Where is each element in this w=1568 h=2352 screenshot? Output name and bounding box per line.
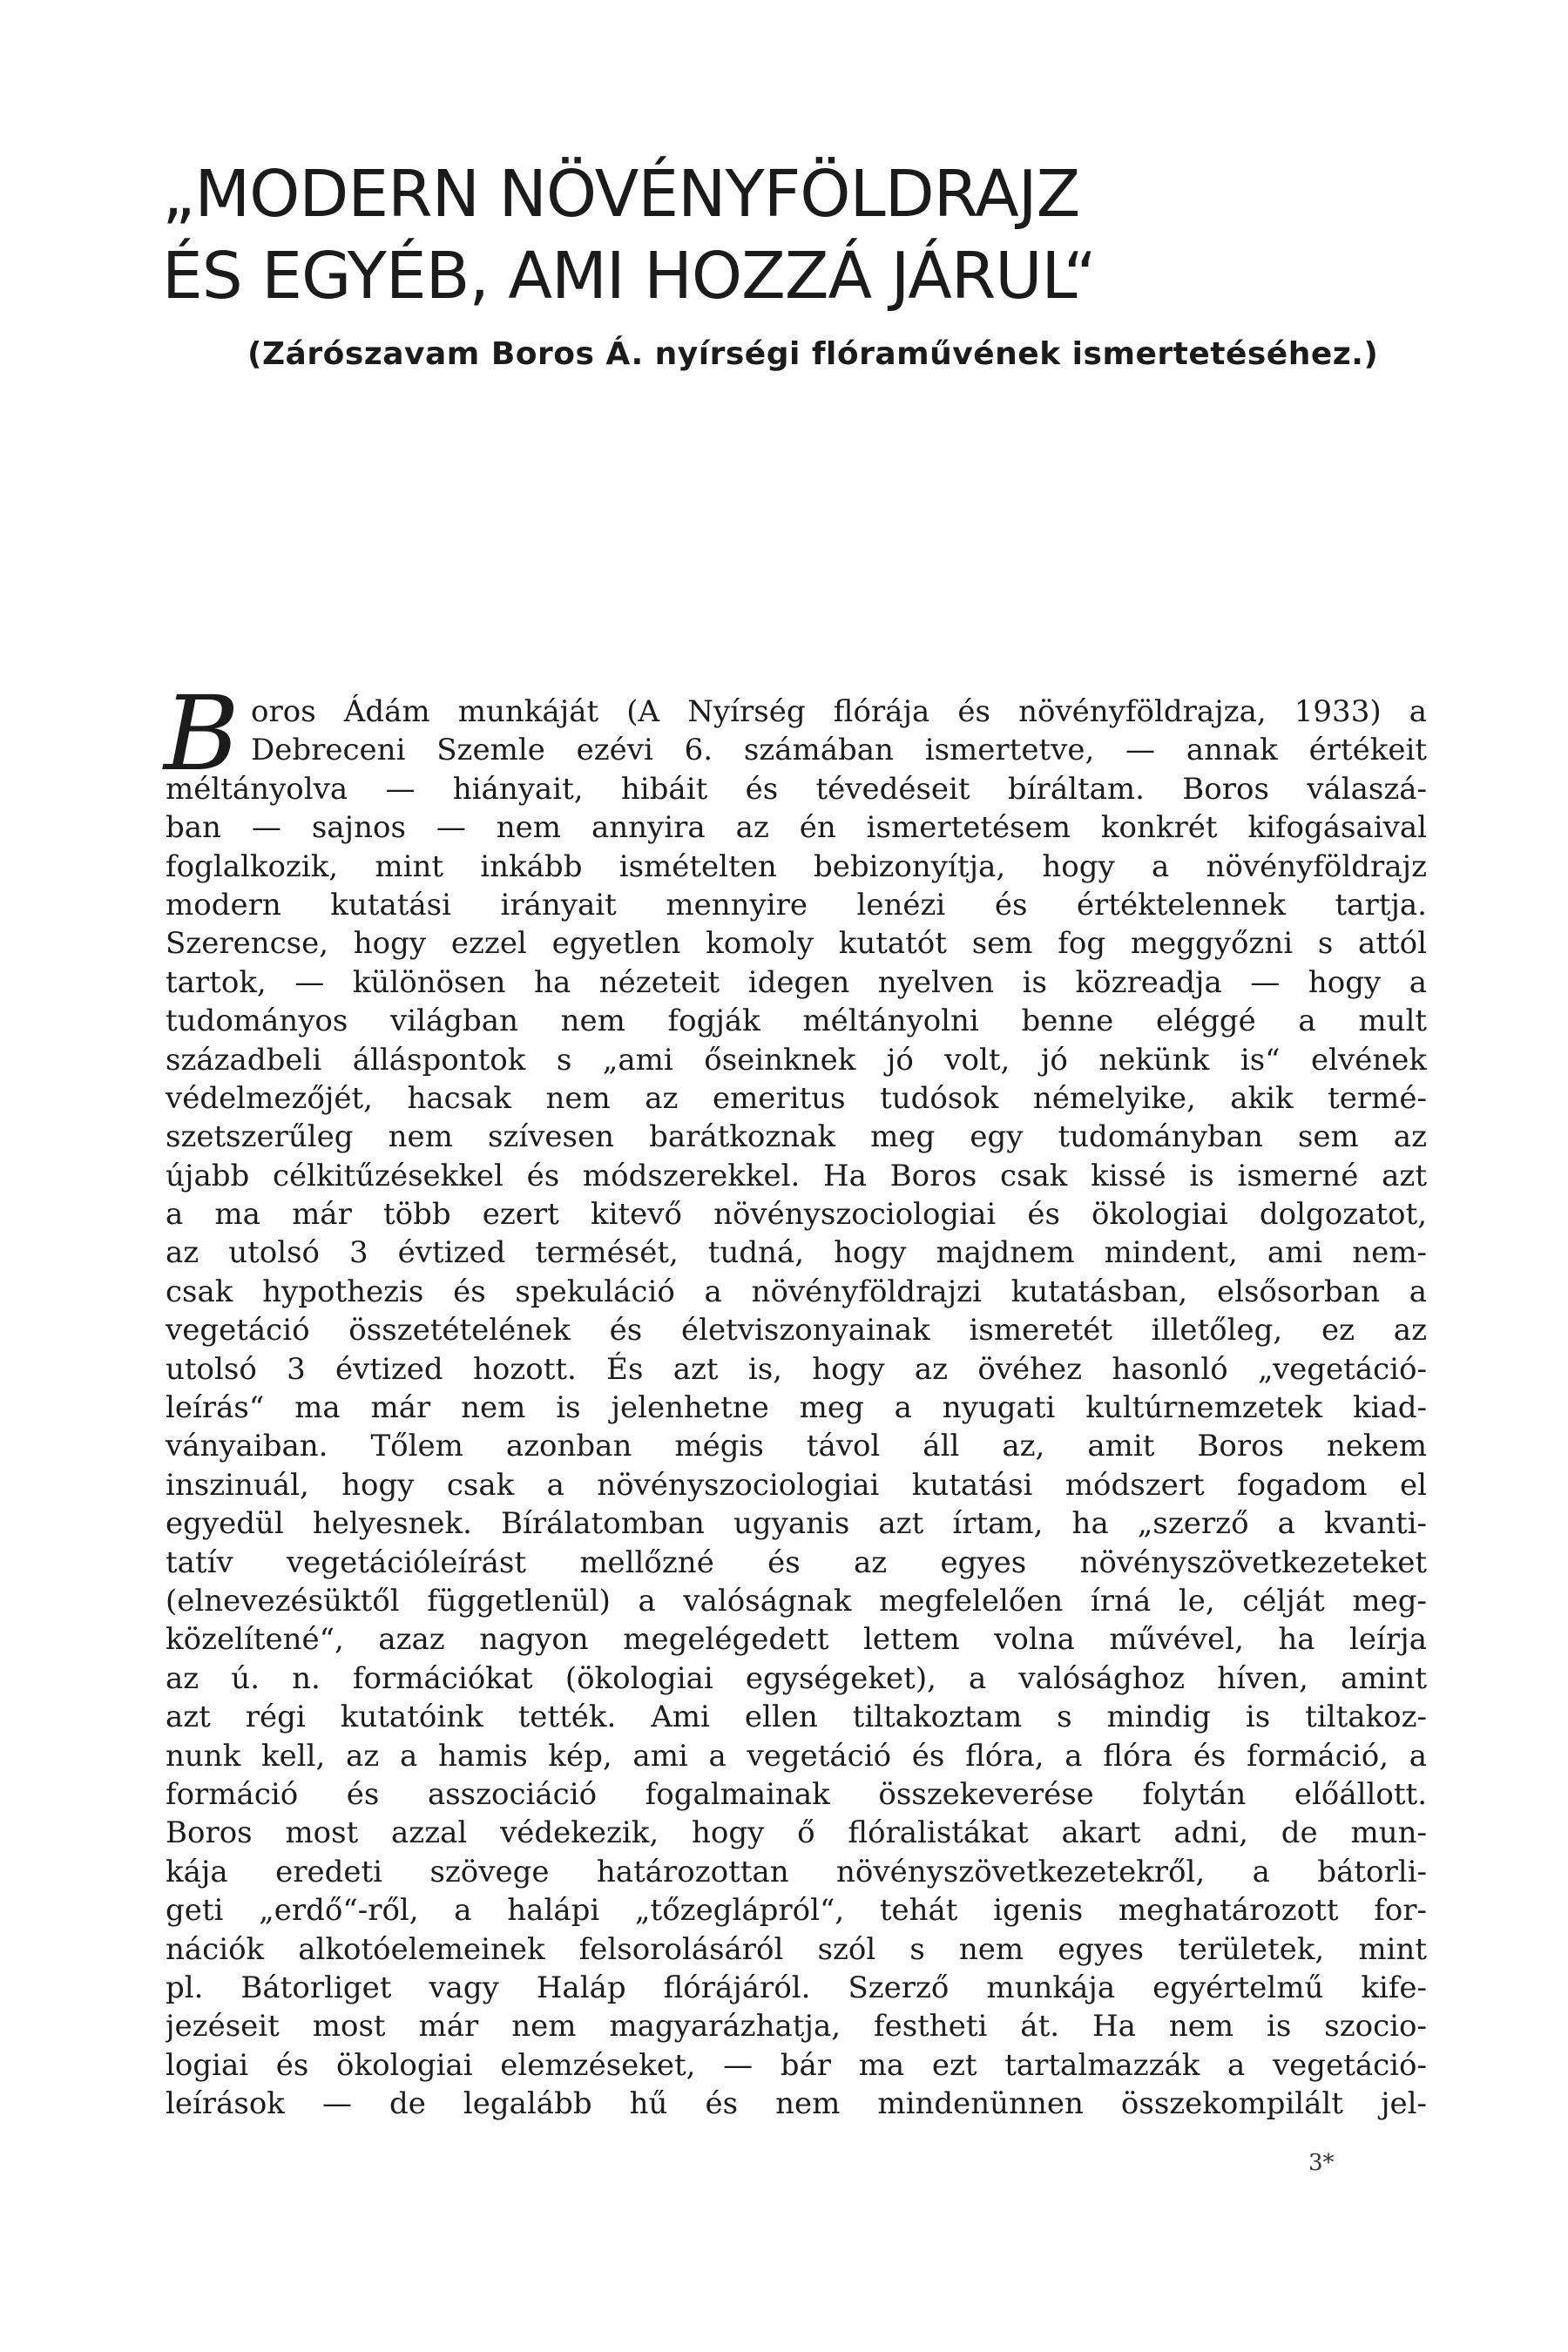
article-subtitle: (Zárószavam Boros Á. nyírségi flóraművének ismertetéséhez.) xyxy=(247,336,1379,372)
body-line: tatív vegetációleírást mellőzné és az egyes növényszövetkezeteket xyxy=(166,1544,1427,1580)
body-line: geti „erdő“-ről, a halápi „tőzeglápról“, tehát igenis meghatározott for- xyxy=(166,1893,1427,1929)
body-line: leírás“ ma már nem is jelenhetne meg a nyugati kultúrnemzetek kiad- xyxy=(166,1390,1427,1426)
body-line: csak hypothezis és spekuláció a növényföldrajzi kutatásban, elsősorban a xyxy=(166,1274,1427,1309)
body-text xyxy=(166,693,1427,2123)
body-line: méltányolva — hiányait, hibáit és tévedéseit bíráltam. Boros válaszá- xyxy=(166,771,1427,807)
body-line: leírások — de legalább hű és nem mindenünnen összekompilált jel- xyxy=(166,2086,1427,2122)
body-line: (elnevezésüktől függetlenül) a valóságnak megfelelően írná le, célját meg- xyxy=(166,1583,1427,1619)
body-line: szetszerűleg nem szívesen barátkoznak meg egy tudományban sem az xyxy=(166,1119,1427,1155)
body-line: közelítené“, azaz nagyon megelégedett lettem volna művével, ha leírja xyxy=(166,1622,1427,1658)
body-line: utolsó 3 évtized hozott. És azt is, hogy az övéhez hasonló „vegetáció- xyxy=(166,1351,1427,1387)
body-line: inszinuál, hogy csak a növényszociologiai kutatási módszert fogadom el xyxy=(166,1467,1427,1503)
body-line: oros Ádám munkáját (A Nyírség flórája és növényföldrajza, 1933) a xyxy=(251,694,1427,729)
article-title xyxy=(162,153,1399,317)
drop-cap: B xyxy=(164,673,240,794)
body-line: Debreceni Szemle ezévi 6. számában ismertetve, — annak értékeit xyxy=(251,733,1427,768)
body-line: formáció és asszociáció fogalmainak összekeverése folytán előállott. xyxy=(166,1776,1427,1812)
body-line: védelmezőjét, hacsak nem az emeritus tudósok némelyike, akik termé- xyxy=(166,1080,1427,1116)
body-line: tartok, — különösen ha nézeteit idegen nyelven is közreadja — hogy a xyxy=(166,964,1427,1000)
body-line: nunk kell, az a hamis kép, ami a vegetáció és flóra, a flóra és formáció, a xyxy=(166,1738,1427,1774)
body-line: modern kutatási irányait mennyire lenézi és értéktelennek tartja. xyxy=(166,887,1427,923)
body-line: foglalkozik, mint inkább ismételten bebizonyítja, hogy a növényföldrajz xyxy=(166,848,1427,884)
body-line: egyedül helyesnek. Bírálatomban ugyanis azt írtam, ha „szerző a kvanti- xyxy=(166,1506,1427,1542)
body-line: ványaiban. Tőlem azonban mégis távol áll az, amit Boros nekem xyxy=(166,1429,1427,1464)
body-line: a ma már több ezert kitevő növényszociologiai és ökologiai dolgozatot, xyxy=(166,1197,1427,1233)
body-line: kája eredeti szövege határozottan növényszövetkezetekről, a bátorli- xyxy=(166,1854,1427,1889)
body-line: logiai és ökologiai elemzéseket, — bár ma ezt tartalmazzák a vegetáció- xyxy=(166,2047,1427,2083)
body-line: jezéseit most már nem magyarázhatja, festheti át. Ha nem is szocio- xyxy=(166,2009,1427,2044)
body-line: ban — sajnos — nem annyira az én ismertetésem konkrét kifogásaival xyxy=(166,810,1427,846)
page-number: 3* xyxy=(1308,2150,1335,2176)
body-line: vegetáció összetételének és életviszonyainak ismeretét illetőleg, ez az xyxy=(166,1313,1427,1348)
body-line: Boros most azzal védekezik, hogy ő flóralistákat akart adni, de mun- xyxy=(166,1815,1427,1851)
body-line: azt régi kutatóink tették. Ami ellen tiltakoztam s mindig is tiltakoz- xyxy=(166,1700,1427,1735)
body-line: az utolsó 3 évtized termését, tudná, hogy majdnem mindent, ami nem- xyxy=(166,1235,1427,1271)
body-line: az ú. n. formációkat (ökologiai egységeket), a valósághoz híven, amint xyxy=(166,1660,1427,1696)
title-line-2: ÉS EGYÉB, AMI HOZZÁ JÁRUL“ xyxy=(162,239,1096,314)
body-line: újabb célkitűzésekkel és módszerekkel. Ha Boros csak kissé is ismerné azt xyxy=(166,1158,1427,1193)
body-line: pl. Bátorliget vagy Haláp flórájáról. Szerző munkája egyértelmű kife- xyxy=(166,1970,1427,2005)
body-line: nációk alkotóelemeinek felsorolásáról szól s nem egyes területek, mint xyxy=(166,1931,1427,1967)
body-line: tudományos világban nem fogják méltányolni benne eléggé a mult xyxy=(166,1004,1427,1039)
title-line-1: „MODERN NÖVÉNYFÖLDRAJZ xyxy=(162,157,1080,232)
body-line: századbeli álláspontok s „ami őseinknek jó volt, jó nekünk is“ elvének xyxy=(166,1042,1427,1078)
body-line: Szerencse, hogy ezzel egyetlen komoly kutatót sem fog meggyőzni s attól xyxy=(166,926,1427,962)
